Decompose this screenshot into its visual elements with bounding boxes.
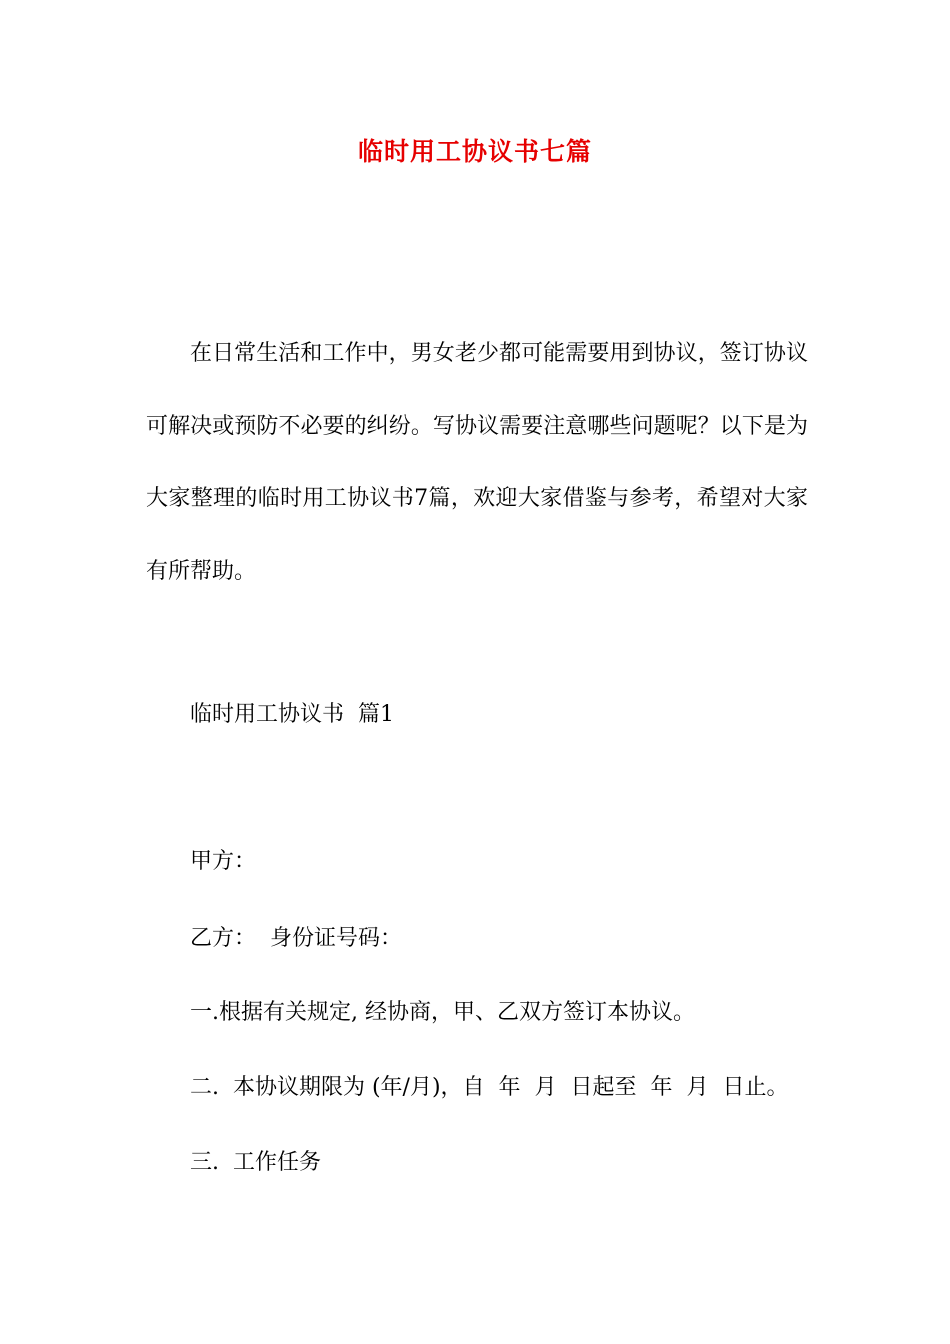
clause-3: 三. 工作任务: [190, 1150, 321, 1175]
clause-2: 二. 本协议期限为 (年/月)，自 年 月 日起至 年 月 日止。: [190, 1075, 789, 1100]
party-a-line: 甲方：: [190, 849, 257, 874]
document-title: 临时用工协议书七篇: [357, 137, 592, 166]
intro-paragraph: 在日常生活和工作中，男女老少都可能需要用到协议，签订协议可解决或预防不必要的纠纷。写协议需要注意哪些问题呢？以下是为大家整理的临时用工协议书7篇，欢迎大家借鉴与参考，希望对大家有所帮助。: [146, 341, 808, 584]
clause-1: 一.根据有关规定, 经协商，甲、乙双方签订本协议。: [190, 1000, 695, 1025]
party-b-line: 乙方： 身份证号码：: [190, 926, 402, 951]
section-heading: 临时用工协议书 篇1: [190, 702, 394, 727]
